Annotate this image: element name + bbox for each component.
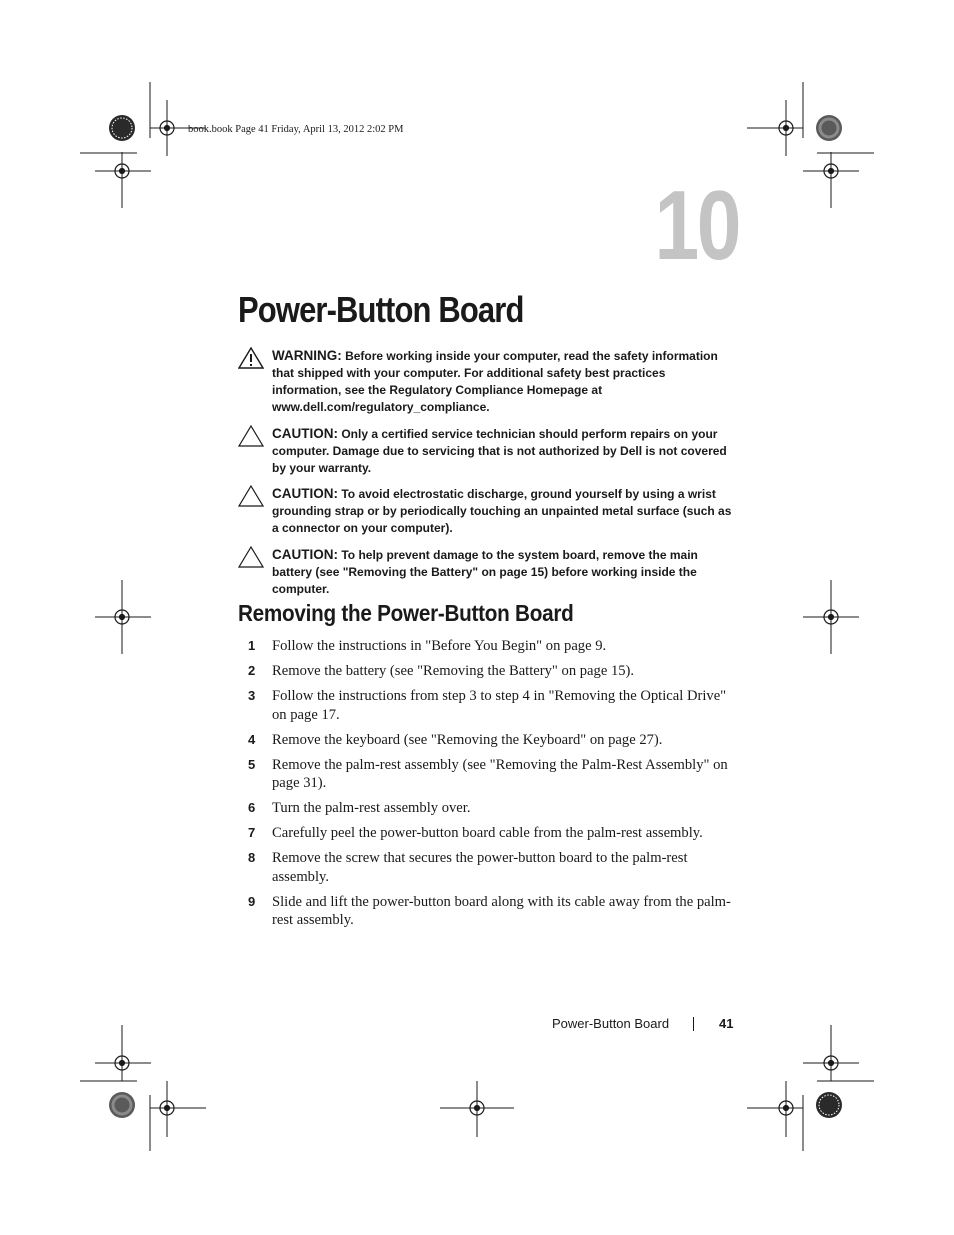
step-number: 1 (248, 638, 256, 653)
step-item (238, 756, 738, 793)
caution-icon (238, 546, 264, 568)
caution-notice (238, 546, 738, 598)
warning-notice (238, 347, 738, 416)
step-number: 8 (248, 850, 256, 865)
footer-title: Power-Button Board (552, 1016, 670, 1031)
step-item (238, 731, 738, 750)
step-text: Remove the screw that secures the power-button board to the palm-rest assembly. (272, 850, 688, 885)
notice-keyword: CAUTION: (272, 486, 338, 501)
notice-keyword: WARNING: (272, 348, 342, 363)
section-heading: Removing the Power-Button Board (238, 600, 574, 626)
step-text: Turn the palm-rest assembly over. (272, 800, 471, 816)
page-number: 41 (719, 1016, 734, 1031)
step-text: Remove the battery (see "Removing the Battery" on page 15). (272, 663, 635, 679)
step-text: Follow the instructions from step 3 to step 4 in "Removing the Optical Drive" on page 17. (272, 688, 727, 723)
step-text: Remove the keyboard (see "Removing the Keyboard" on page 27). (272, 731, 663, 748)
step-item (238, 687, 738, 724)
step-number: 4 (248, 731, 256, 747)
step-item (238, 662, 738, 681)
step-item (238, 893, 738, 930)
step-number: 5 (248, 756, 256, 772)
notice-text: To avoid electrostatic discharge, ground yourself by using a wrist grounding strap or by periodically touching an unpainted metal surface (such as a connector on your computer). (272, 487, 732, 535)
chapter-number: 10 (654, 170, 739, 280)
caution-notice (238, 425, 738, 477)
step-item (238, 849, 738, 886)
step-text: Slide and lift the power-button board along with its cable away from the palm-rest assembly. (272, 893, 731, 928)
step-text: Follow the instructions in "Before You Begin" on page 9. (272, 638, 607, 654)
step-number: 2 (248, 663, 256, 678)
footer-divider (693, 1017, 694, 1031)
step-number: 9 (248, 893, 256, 909)
warning-icon (238, 347, 264, 369)
chapter-title: Power-Button Board (238, 289, 524, 330)
step-item (238, 637, 738, 656)
caution-icon (238, 425, 264, 447)
notice-text: Before working inside your computer, read the safety information that shipped with your computer. For additional safety best practices information, see the Regulatory Compliance Homepage at www.dell.com/regulatory_compliance. (272, 349, 718, 414)
step-text: Remove the palm-rest assembly (see "Removing the Palm-Rest Assembly" on page 31). (272, 756, 728, 791)
step-item (238, 799, 738, 818)
step-text: Carefully peel the power-button board cable from the palm-rest assembly. (272, 825, 703, 841)
book-slug-line: book.book Page 41 Friday, April 13, 2012 2:02 PM (188, 124, 404, 135)
step-number: 3 (248, 688, 256, 703)
step-item (238, 824, 738, 843)
notice-keyword: CAUTION: (272, 426, 338, 441)
notice-text: To help prevent damage to the system board, remove the main battery (see "Removing the Battery" on page 15) before working inside the computer. (272, 548, 698, 596)
notice-keyword: CAUTION: (272, 547, 338, 562)
step-number: 6 (248, 800, 256, 815)
caution-icon (238, 485, 264, 507)
procedure-steps (238, 637, 738, 936)
caution-notice (238, 485, 738, 537)
notice-text: Only a certified service technician should perform repairs on your computer. Damage due to servicing that is not authorized by Dell is not covered by your warranty. (272, 427, 727, 475)
step-number: 7 (248, 825, 256, 840)
